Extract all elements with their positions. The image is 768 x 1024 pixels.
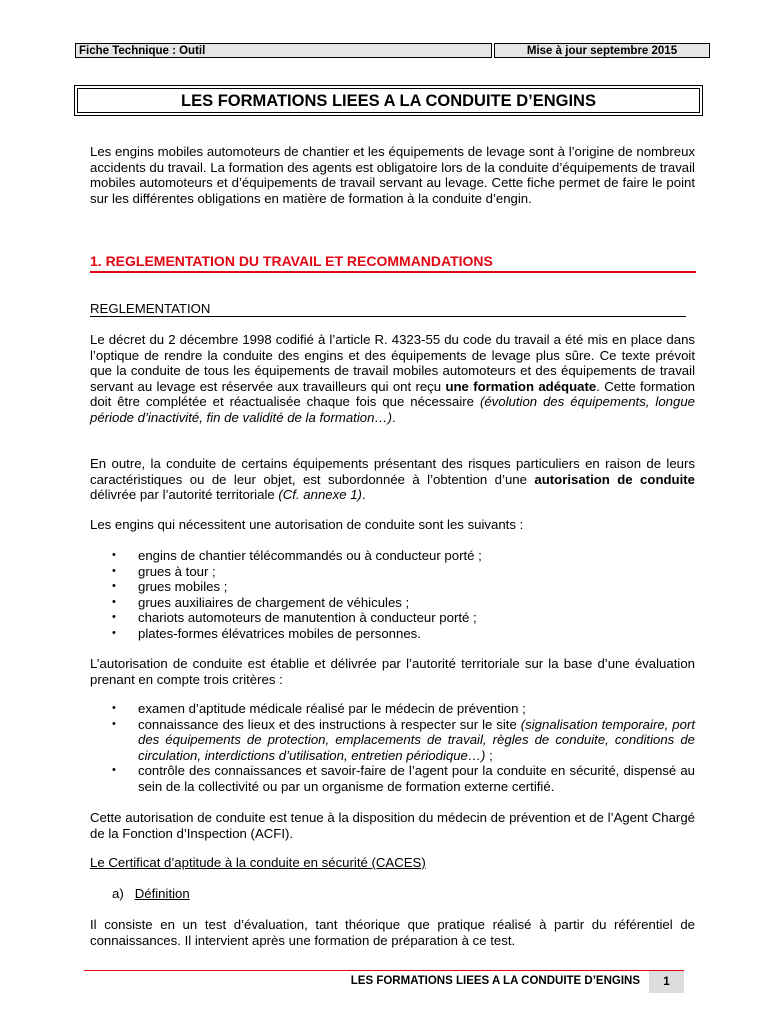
- subsection-reglementation: REGLEMENTATION: [90, 301, 686, 317]
- list-item: • grues à tour ;: [112, 564, 695, 580]
- header-left: Fiche Technique : Outil: [75, 43, 492, 58]
- definition-title: Définition: [134, 886, 190, 901]
- paragraph-autorisation: [90, 456, 695, 503]
- caces-heading: Le Certificat d’aptitude à la conduite en sécurité (CACES): [90, 855, 426, 870]
- definition-heading: [112, 886, 412, 902]
- intro-paragraph: [90, 144, 695, 206]
- footer-title: LES FORMATIONS LIEES A LA CONDUITE D’ENGINS: [350, 975, 640, 987]
- list-item: • contrôle des connaissances et savoir-faire de l’agent pour la conduite en sécurité, dispensé au sein de la collectivité ou par un organisme de formation externe certifié.: [112, 763, 695, 794]
- p2-text-b: délivrée par l’autorité territoriale: [90, 487, 279, 502]
- page-title: LES FORMATIONS LIEES A LA CONDUITE D’ENGINS: [77, 88, 700, 113]
- paragraph-engins: Les engins qui nécessitent une autorisation de conduite sont les suivants :: [90, 517, 524, 532]
- criteres-list: [112, 701, 695, 794]
- p2-bold: autorisation de conduite: [534, 471, 696, 487]
- p1-bold: une formation adéquate: [445, 378, 597, 394]
- list-item: • chariots automoteurs de manutention à conducteur porté ;: [112, 610, 695, 626]
- p2-italic: (Cf. annexe 1): [278, 487, 362, 502]
- title-box: [74, 85, 703, 116]
- list-item: • plates-formes élévatrices mobiles de personnes.: [112, 626, 695, 642]
- paragraph-definition: Il consiste en un test d’évaluation, tant théorique que pratique réalisé à partir du référentiel de connaissances. Il intervient après une formation de préparation à ce test.: [90, 917, 695, 948]
- paragraph-acfi: Cette autorisation de conduite est tenue à la disposition du médecin de prévention et de l’Agent Chargé de la Fonction d’Inspection (ACFI).: [90, 810, 695, 841]
- p1-text-b: . Cette formation doit être complétée et réactualisée chaque fois que nécessaire: [90, 378, 696, 409]
- list-item: • grues mobiles ;: [112, 579, 695, 595]
- p1-italic: (évolution des équipements, longue période d’inactivité, fin de validité de la formation…): [90, 394, 695, 425]
- p2-text-c: .: [361, 487, 366, 502]
- p1-text-a: Le décret du 2 décembre 1998 codifié à l’article R. 4323-55 du code du travail a été mis en place dans l’optique de rendre la conduite des engins et des équipements de levage plus sûre. Ce texte prévoit que la conduite de tous les équipements de travail mobiles automoteurs et des équipements de travail servant au levage est réservée aux travailleurs qui ont reçu: [90, 332, 695, 394]
- header-right: Mise à jour septembre 2015: [494, 43, 710, 58]
- criteria-2-italic: (signalisation temporaire, port des équipements de protection, emplacements de travail, règles de conduite, conditions de circulation, interdictions d’utilisation, entretien périodique…): [138, 716, 696, 763]
- p1-text-c: .: [392, 409, 396, 425]
- list-item: [112, 717, 695, 764]
- intro-text: Les engins mobiles automoteurs de chantier et les équipements de levage sont à l’origine de nombreux accidents du travail. La formation des agents est obligatoire lors de la conduite d’équipements de travail mobiles automoteurs et d’équipements de travail servant au levage. Cette fiche permet de faire le point sur les différentes obligations en matière de formation à la conduite d’engin.: [90, 144, 695, 206]
- footer-rule: [84, 970, 684, 971]
- section-1-title: 1. REGLEMENTATION DU TRAVAIL ET RECOMMANDATIONS: [90, 253, 696, 273]
- list-item: • grues auxiliaires de chargement de véhicules ;: [112, 595, 695, 611]
- list-item: • engins de chantier télécommandés ou à conducteur porté ;: [112, 548, 695, 564]
- list-item: • examen d’aptitude médicale réalisé par le médecin de prévention ;: [112, 701, 695, 717]
- paragraph-decret: [90, 332, 695, 425]
- paragraph-criteres: L’autorisation de conduite est établie et délivrée par l’autorité territoriale sur la base d’une évaluation prenant en compte trois critères :: [90, 656, 695, 687]
- engins-list: [112, 548, 695, 641]
- criteria-2-text: connaissance des lieux et des instructions à respecter sur le site: [138, 716, 521, 732]
- page-number: 1: [649, 971, 684, 993]
- criteria-2-end: ;: [485, 747, 493, 763]
- definition-label: a): [112, 886, 124, 901]
- p2-text-a: En outre, la conduite de certains équipements présentant des risques particuliers en raison de leurs caractéristiques ou de leur objet, est subordonnée à l’obtention d’une: [90, 456, 695, 487]
